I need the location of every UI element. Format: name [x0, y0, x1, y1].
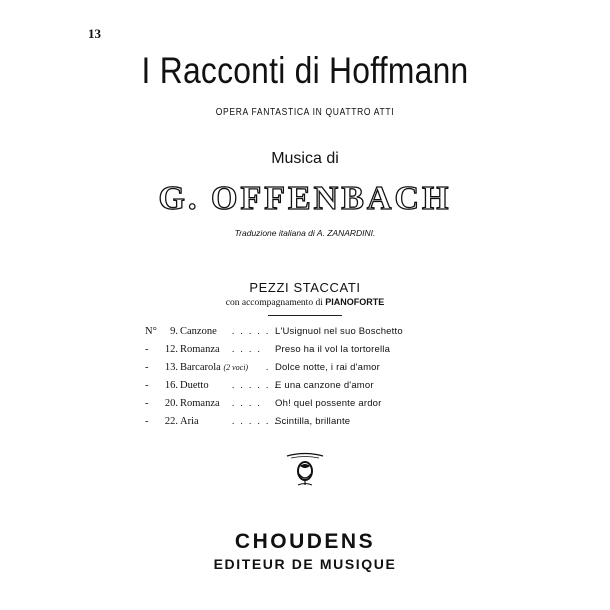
piece-row	[0, 362, 610, 379]
piece-aria: L'Usignuol nel suo Boschetto	[275, 326, 403, 337]
piece-number: 13.	[164, 362, 178, 373]
piece-row	[0, 344, 610, 361]
section-divider	[268, 315, 342, 316]
piece-prefix: -	[145, 362, 149, 373]
piece-prefix: -	[145, 398, 149, 409]
opera-subtitle: OPERA FANTASTICA IN QUATTRO ATTI	[215, 107, 395, 118]
piece-aria: Oh! quel possente ardor	[275, 398, 382, 409]
composer-name: G. OFFENBACH	[158, 180, 452, 217]
piece-leader-dots: . . . . . .	[232, 380, 279, 390]
piece-row	[0, 416, 610, 433]
piece-row	[0, 398, 610, 415]
piece-leader-dots: . . . . . . .	[232, 416, 288, 426]
piece-leader-dots: .	[266, 362, 271, 372]
piece-prefix: -	[145, 416, 149, 427]
piece-prefix: N°	[145, 326, 157, 337]
piece-row	[0, 326, 610, 343]
piece-aria: Dolce notte, i rai d'amor	[275, 362, 381, 373]
piece-number: 20.	[164, 398, 178, 409]
piece-type: Romanza	[180, 344, 220, 355]
piece-number: 9.	[170, 326, 178, 337]
piece-prefix: -	[145, 344, 149, 355]
piece-type: Duetto	[180, 380, 209, 391]
piece-aria: Preso ha il vol la tortorella	[275, 344, 391, 355]
publisher-name: CHOUDENS	[234, 530, 376, 553]
piece-number: 12.	[164, 344, 178, 355]
opera-title: I Racconti di Hoffmann	[141, 50, 469, 91]
piece-number: 16.	[164, 380, 178, 391]
plate-number: 13	[88, 26, 101, 41]
piece-aria: E una canzone d'amor	[275, 380, 374, 391]
section-heading: PEZZI STACCATI	[249, 280, 361, 295]
fleuron-ornament-icon	[285, 452, 325, 488]
piece-leader-dots: . . . .	[232, 398, 262, 408]
piece-number: 22.	[164, 416, 178, 427]
piece-leader-dots: . . . .	[232, 344, 262, 354]
accompaniment-instrument: PIANOFORTE	[325, 297, 385, 307]
piece-type: Barcarola	[180, 362, 221, 373]
piece-aria: Scintilla, brillante	[275, 416, 351, 427]
piece-row	[0, 380, 610, 397]
piece-voices: (2 voci)	[223, 363, 249, 372]
piece-type: Aria	[180, 416, 199, 427]
piece-type: Romanza	[180, 398, 220, 409]
translation-credit: Traduzione italiana di A. ZANARDINI.	[234, 228, 376, 238]
musica-label: Musica di	[271, 150, 339, 167]
accompaniment-prefix: con accompagnamento di	[225, 298, 323, 308]
accompaniment-line	[0, 297, 610, 308]
piece-type: Canzone	[180, 326, 217, 337]
piece-prefix: -	[145, 380, 149, 391]
piece-leader-dots: . . . . .	[232, 326, 271, 336]
publisher-imprint: EDITEUR DE MUSIQUE	[213, 556, 397, 572]
